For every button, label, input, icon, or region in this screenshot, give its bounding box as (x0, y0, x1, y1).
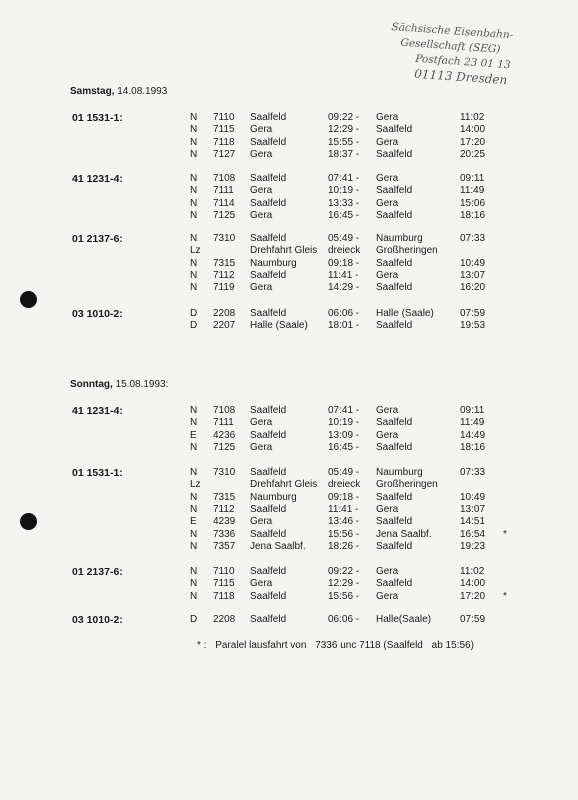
train-to: Halle(Saale) (376, 614, 432, 625)
train-dep: 09:22 - (328, 566, 360, 577)
train-kind: N (190, 185, 198, 197)
day-label: Samstag, (70, 86, 115, 97)
train-to: Saalfeld (376, 516, 413, 528)
train-num: 7115 (213, 124, 235, 136)
train-row (0, 614, 578, 626)
day-heading (70, 86, 167, 97)
train-row (0, 405, 578, 417)
train-row (0, 233, 578, 245)
train-to: Saalfeld (376, 124, 413, 136)
train-from: Saalfeld (250, 197, 287, 209)
train-dep: 16:45 - (328, 441, 360, 453)
train-from: Gera (250, 441, 273, 453)
loco-number: 01 1531-1: (72, 467, 123, 479)
train-kind: N (190, 405, 198, 416)
train-to: Saalfeld (376, 578, 413, 590)
train-kind: N (190, 467, 198, 478)
train-kind: N (190, 209, 198, 221)
train-from: Jena Saalbf. (250, 540, 306, 552)
stamp-line: Gesellschaft (SEG) (400, 36, 501, 56)
loco-number: 41 1231-4: (72, 405, 123, 417)
train-dep: 13:09 - (328, 429, 360, 441)
train-kind: N (190, 491, 198, 503)
day-date: 15.08.1993: (115, 379, 169, 390)
train-dep: 07:41 - (328, 405, 360, 416)
train-from: Saalfeld (250, 308, 287, 319)
train-from: Gera (250, 148, 273, 160)
train-dep: 14:29 - (328, 282, 360, 294)
train-to: Saalfeld (376, 540, 413, 552)
train-num: 7315 (213, 257, 236, 269)
train-num: 7114 (213, 197, 235, 209)
train-from: Gera (250, 185, 273, 197)
train-dep: 09:18 - (328, 491, 360, 503)
train-dep: 06:06 - (328, 308, 360, 319)
train-dep: 15:55 - (328, 136, 360, 148)
train-to: Großheringen (376, 245, 438, 257)
train-to: Saalfeld (376, 257, 413, 269)
train-kind: Lz (190, 479, 201, 491)
train-row (0, 149, 578, 161)
train-arr: 09:11 (460, 405, 485, 416)
train-row (0, 417, 578, 429)
train-from: Saalfeld (250, 233, 287, 244)
train-dep: 09:18 - (328, 257, 360, 269)
train-to: Gera (376, 590, 399, 602)
train-row (0, 210, 578, 222)
train-num: 7108 (213, 405, 236, 416)
train-arr: 11:49 (460, 185, 485, 197)
train-num: 7310 (213, 233, 236, 244)
train-num: 7125 (213, 441, 236, 453)
train-to: Saalfeld (376, 441, 413, 453)
train-dep: 15:56 - (328, 590, 360, 602)
train-num: 7110 (213, 566, 235, 577)
train-dep: 10:19 - (328, 185, 360, 197)
train-arr: 14:00 (460, 578, 486, 590)
train-row (0, 442, 578, 454)
train-dep: dreieck (328, 245, 361, 257)
train-num: 7110 (213, 112, 235, 123)
train-kind: N (190, 578, 198, 590)
train-num: 7112 (213, 269, 235, 281)
train-kind: D (190, 308, 198, 319)
loco-number: 03 1010-2: (72, 308, 123, 320)
train-num: 7357 (213, 540, 236, 552)
train-kind: N (190, 590, 198, 602)
train-from: Saalfeld (250, 528, 287, 540)
train-arr: 17:20 (460, 136, 486, 148)
train-to: Naumburg (376, 233, 423, 244)
train-to: Gera (376, 136, 399, 148)
train-arr: 20:25 (460, 148, 486, 160)
train-row (0, 245, 578, 257)
train-num: 7112 (213, 503, 235, 515)
train-arr: 17:20 (460, 590, 486, 602)
train-arr: 11:49 (460, 417, 485, 429)
train-to: Gera (376, 112, 399, 123)
train-from: Gera (250, 417, 273, 429)
train-row (0, 566, 578, 578)
train-kind: Lz (190, 245, 201, 257)
train-from: Saalfeld (250, 112, 287, 123)
train-dep: 12:29 - (328, 578, 360, 590)
train-arr: 16:54 (460, 528, 486, 540)
day-date: 14.08.1993 (117, 86, 168, 97)
loco-number: 01 2137-6: (72, 233, 123, 245)
train-dep: 18:01 - (328, 320, 360, 332)
train-arr: 09:11 (460, 173, 485, 184)
train-to: Saalfeld (376, 417, 413, 429)
train-kind: N (190, 441, 198, 453)
train-to: Saalfeld (376, 185, 413, 197)
train-from: Gera (250, 516, 273, 528)
footnote-text: 7336 unc 7118 (Saalfeld (315, 640, 423, 651)
train-num: 7310 (213, 467, 236, 478)
train-row (0, 479, 578, 491)
train-from: Saalfeld (250, 614, 287, 625)
train-num: 7115 (213, 578, 235, 590)
train-row (0, 467, 578, 479)
train-arr: 14:51 (460, 516, 486, 528)
train-num: 7125 (213, 209, 236, 221)
train-kind: N (190, 269, 198, 281)
train-from: Saalfeld (250, 590, 287, 602)
train-kind: N (190, 282, 198, 294)
train-kind: N (190, 197, 198, 209)
train-from: Drehfahrt Gleis (250, 245, 318, 257)
train-dep: 18:37 - (328, 148, 360, 160)
train-to: Saalfeld (376, 320, 413, 332)
train-row (0, 258, 578, 270)
train-row (0, 430, 578, 442)
train-arr: 07:33 (460, 467, 486, 478)
train-arr: 13:07 (460, 269, 486, 281)
train-arr: 07:59 (460, 308, 486, 319)
train-num: 7336 (213, 528, 236, 540)
train-dep: 09:22 - (328, 112, 360, 123)
train-row (0, 112, 578, 124)
train-arr: 19:23 (460, 540, 486, 552)
train-num: 7315 (213, 491, 236, 503)
train-kind: N (190, 503, 198, 515)
train-mark: * (503, 590, 507, 602)
train-dep: 11:41 - (328, 503, 359, 515)
train-kind: N (190, 124, 198, 136)
train-kind: E (190, 516, 197, 528)
train-row (0, 516, 578, 528)
train-kind: N (190, 566, 198, 577)
train-num: 2208 (213, 614, 236, 625)
train-to: Gera (376, 173, 399, 184)
train-num: 2208 (213, 308, 236, 319)
train-row (0, 282, 578, 294)
train-dep: 16:45 - (328, 209, 360, 221)
train-from: Saalfeld (250, 467, 287, 478)
train-dep: 11:41 - (328, 269, 359, 281)
train-num: 7127 (213, 148, 236, 160)
footnote (197, 640, 480, 651)
train-row (0, 185, 578, 197)
train-dep: 05:49 - (328, 233, 360, 244)
train-num: 7108 (213, 173, 236, 184)
train-arr: 11:02 (460, 112, 485, 123)
train-from: Saalfeld (250, 173, 287, 184)
train-dep: 13:33 - (328, 197, 360, 209)
train-kind: N (190, 257, 198, 269)
train-row (0, 198, 578, 210)
train-row (0, 529, 578, 541)
train-arr: 19:53 (460, 320, 486, 332)
train-from: Saalfeld (250, 269, 287, 281)
train-row (0, 320, 578, 332)
day-label: Sonntag, (70, 379, 113, 390)
train-kind: N (190, 136, 198, 148)
train-num: 4236 (213, 429, 236, 441)
train-kind: D (190, 614, 198, 625)
footnote-text: ab 15:56) (431, 640, 474, 651)
train-arr: 18:16 (460, 209, 486, 221)
train-arr: 10:49 (460, 257, 486, 269)
train-from: Naumburg (250, 257, 297, 269)
train-kind: D (190, 320, 198, 332)
train-kind: N (190, 173, 198, 184)
train-num: 7111 (213, 417, 234, 429)
train-num: 2207 (213, 320, 236, 332)
footnote-symbol: * : (197, 640, 207, 651)
train-kind: N (190, 112, 198, 123)
train-num: 4239 (213, 516, 236, 528)
train-from: Naumburg (250, 491, 297, 503)
train-row (0, 137, 578, 149)
stamp-line: Postfach 23 01 13 (414, 52, 512, 72)
train-from: Gera (250, 209, 273, 221)
train-from: Gera (250, 282, 273, 294)
train-dep: 05:49 - (328, 467, 360, 478)
train-from: Gera (250, 578, 273, 590)
train-to: Gera (376, 429, 399, 441)
train-to: Gera (376, 405, 399, 416)
train-dep: 07:41 - (328, 173, 360, 184)
train-mark: * (503, 528, 507, 540)
train-to: Saalfeld (376, 282, 413, 294)
train-row (0, 270, 578, 282)
train-to: Naumburg (376, 467, 423, 478)
train-arr: 15:06 (460, 197, 486, 209)
train-arr: 18:16 (460, 441, 486, 453)
train-kind: N (190, 528, 198, 540)
loco-number: 03 1010-2: (72, 614, 123, 626)
train-to: Gera (376, 197, 399, 209)
train-arr: 14:00 (460, 124, 486, 136)
train-to: Gera (376, 269, 399, 281)
train-row (0, 578, 578, 590)
train-from: Saalfeld (250, 566, 287, 577)
train-dep: 13:46 - (328, 516, 360, 528)
train-arr: 14:49 (460, 429, 486, 441)
train-arr: 07:33 (460, 233, 486, 244)
train-to: Gera (376, 566, 399, 577)
train-num: 7118 (213, 136, 235, 148)
train-row (0, 173, 578, 185)
train-row (0, 492, 578, 504)
train-num: 7111 (213, 185, 234, 197)
train-row (0, 124, 578, 136)
train-arr: 13:07 (460, 503, 486, 515)
train-dep: 10:19 - (328, 417, 360, 429)
train-row (0, 308, 578, 320)
train-to: Saalfeld (376, 491, 413, 503)
train-from: Gera (250, 124, 273, 136)
footnote-text: Paralel lausfahrt von (215, 640, 307, 651)
train-from: Saalfeld (250, 429, 287, 441)
train-kind: N (190, 540, 198, 552)
train-num: 7118 (213, 590, 235, 602)
train-dep: 15:56 - (328, 528, 360, 540)
train-to: Großheringen (376, 479, 438, 491)
train-kind: N (190, 417, 198, 429)
train-dep: 18:26 - (328, 540, 360, 552)
company-stamp (388, 20, 514, 88)
loco-number: 01 1531-1: (72, 112, 123, 124)
train-num: 7119 (213, 282, 235, 294)
train-dep: 12:29 - (328, 124, 360, 136)
train-from: Halle (Saale) (250, 320, 308, 332)
train-from: Saalfeld (250, 405, 287, 416)
train-to: Halle (Saale) (376, 308, 434, 319)
train-arr: 16:20 (460, 282, 486, 294)
train-kind: E (190, 429, 197, 441)
train-dep: dreieck (328, 479, 361, 491)
day-heading (70, 379, 168, 390)
train-from: Drehfahrt Gleis (250, 479, 318, 491)
train-to: Jena Saalbf. (376, 528, 432, 540)
train-to: Gera (376, 503, 399, 515)
train-from: Saalfeld (250, 136, 287, 148)
train-arr: 10:49 (460, 491, 486, 503)
train-dep: 06:06 - (328, 614, 360, 625)
train-arr: 07:59 (460, 614, 486, 625)
train-row (0, 591, 578, 603)
train-kind: N (190, 233, 198, 244)
stamp-line: 01113 Dresden (413, 66, 508, 88)
train-row (0, 541, 578, 553)
train-kind: N (190, 148, 198, 160)
loco-number: 01 2137-6: (72, 566, 123, 578)
loco-number: 41 1231-4: (72, 173, 123, 185)
train-to: Saalfeld (376, 148, 413, 160)
train-row (0, 504, 578, 516)
train-arr: 11:02 (460, 566, 485, 577)
train-to: Saalfeld (376, 209, 413, 221)
stamp-line: Sächsische Eisenbahn- (391, 20, 514, 42)
train-from: Saalfeld (250, 503, 287, 515)
